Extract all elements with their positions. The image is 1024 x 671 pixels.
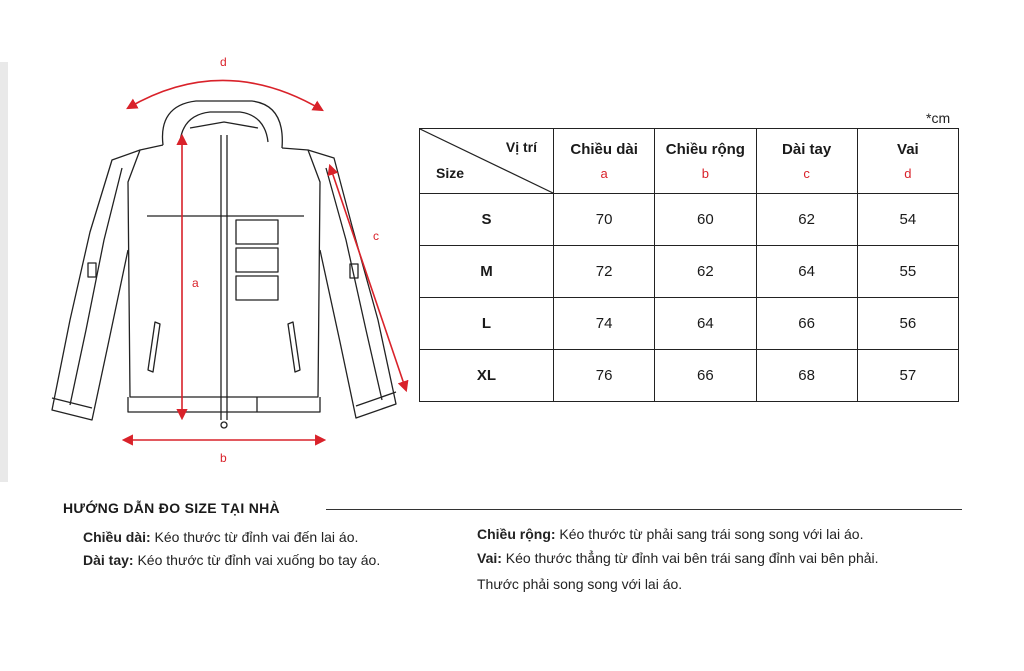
value-cell: 68 xyxy=(756,350,857,402)
measure-lines xyxy=(124,80,406,440)
size-cell: S xyxy=(420,194,554,246)
guide-title: HƯỚNG DẪN ĐO SIZE TẠI NHÀ xyxy=(63,500,280,516)
value-cell: 64 xyxy=(756,246,857,298)
value-cell: 64 xyxy=(655,298,756,350)
col-name: Chiều dài xyxy=(570,141,638,158)
position-header: Vị trí xyxy=(505,139,537,155)
col-letter: c xyxy=(803,166,810,181)
table-row xyxy=(420,246,959,298)
col-letter: b xyxy=(701,166,709,181)
value-cell: 70 xyxy=(554,194,655,246)
col-header-width xyxy=(655,129,756,194)
size-header: Size xyxy=(436,165,465,181)
jacket-outline xyxy=(52,101,396,428)
value-cell: 74 xyxy=(554,298,655,350)
col-letter: d xyxy=(904,166,912,181)
value-cell: 76 xyxy=(554,350,655,402)
value-cell: 66 xyxy=(655,350,756,402)
guide-width-label: Chiều rộng: xyxy=(477,526,556,542)
value-cell: 57 xyxy=(857,350,958,402)
guide-length xyxy=(83,529,358,545)
value-cell: 60 xyxy=(655,194,756,246)
left-edge-bar xyxy=(0,62,8,482)
sleeve-arrow xyxy=(330,166,406,390)
label-d: d xyxy=(220,55,227,69)
header-row xyxy=(420,129,959,194)
jacket-diagram xyxy=(40,45,420,475)
table-row xyxy=(420,350,959,402)
table-row xyxy=(420,194,959,246)
col-letter: a xyxy=(600,166,608,181)
value-cell: 54 xyxy=(857,194,958,246)
corner-cell xyxy=(420,129,554,194)
col-header-shoulder xyxy=(857,129,958,194)
value-cell: 62 xyxy=(655,246,756,298)
col-name: Chiều rộng xyxy=(665,141,745,158)
col-name: Vai xyxy=(897,141,919,158)
guide-sleeve-label: Dài tay: xyxy=(83,552,134,568)
guide-shoulder-label: Vai: xyxy=(477,550,502,566)
guide-divider xyxy=(326,509,962,510)
table-row xyxy=(420,298,959,350)
guide-shoulder-text: Kéo thước thẳng từ đỉnh vai bên trái sang đỉnh vai bên phải. xyxy=(501,550,879,566)
guide-sleeve xyxy=(83,552,380,568)
guide-shoulder-note: Thước phải song song với lai áo. xyxy=(477,576,683,592)
col-header-length xyxy=(554,129,655,194)
guide-width-text: Kéo thước từ phải sang trái song song với lai áo. xyxy=(555,526,864,542)
value-cell: 56 xyxy=(857,298,958,350)
value-cell: 55 xyxy=(857,246,958,298)
value-cell: 62 xyxy=(756,194,857,246)
label-a: a xyxy=(192,276,199,290)
size-cell: L xyxy=(420,298,554,350)
shoulder-arrow xyxy=(128,80,322,110)
size-cell: XL xyxy=(420,350,554,402)
label-b: b xyxy=(220,451,227,465)
guide-length-text: Kéo thước từ đỉnh vai đến lai áo. xyxy=(150,529,359,545)
guide-width xyxy=(477,526,864,542)
value-cell: 72 xyxy=(554,246,655,298)
label-c: c xyxy=(373,229,379,243)
guide-shoulder xyxy=(477,550,879,566)
size-cell: M xyxy=(420,246,554,298)
size-table xyxy=(419,128,959,402)
guide-sleeve-text: Kéo thước từ đỉnh vai xuống bo tay áo. xyxy=(133,552,381,568)
col-name: Dài tay xyxy=(782,141,832,158)
guide-length-label: Chiều dài: xyxy=(83,529,151,545)
col-header-sleeve xyxy=(756,129,857,194)
unit-label: *cm xyxy=(926,110,951,126)
value-cell: 66 xyxy=(756,298,857,350)
